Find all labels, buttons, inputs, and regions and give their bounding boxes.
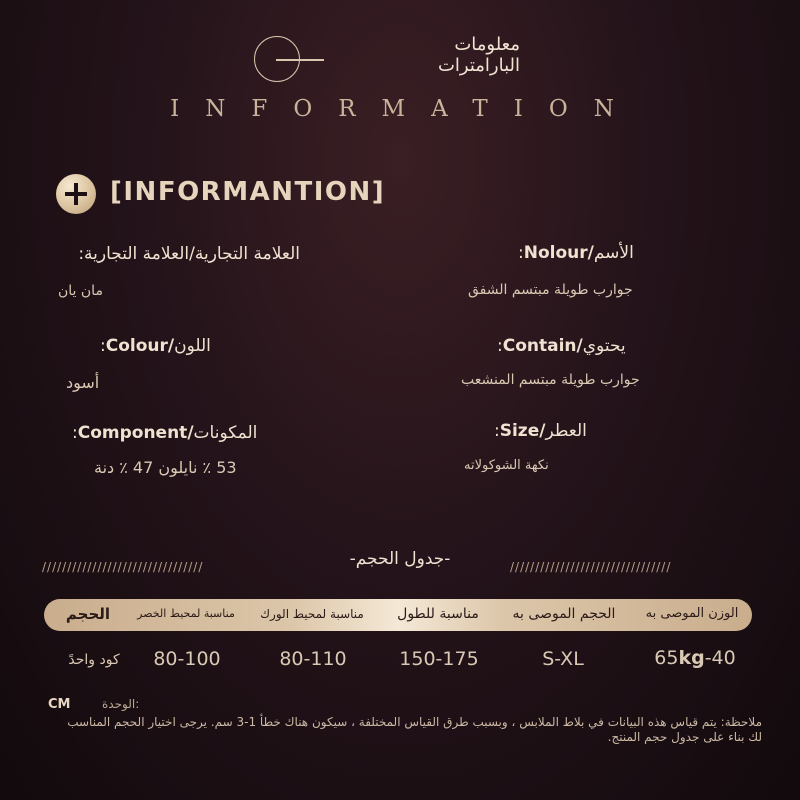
- decorative-slashes-left: ////////////////////////////////: [42, 560, 204, 574]
- cell-recommended-size: S-XL: [542, 648, 584, 670]
- name-label: [518, 243, 634, 263]
- contain-label-en: Contain/: [502, 336, 583, 356]
- header-waist: مناسبة لمحيط الخصر: [137, 607, 235, 620]
- page-title-line2: البارامترات: [437, 55, 520, 76]
- colour-label-ar: اللون: [174, 336, 211, 356]
- unit-label: الوحدة:: [102, 697, 140, 711]
- plus-circle-icon: [56, 174, 96, 214]
- cell-hip: 80-110: [279, 648, 347, 670]
- component-label-en: Component/: [77, 423, 194, 443]
- contain-label: [497, 336, 626, 356]
- page-title-english: INFORMATION: [170, 96, 640, 122]
- page-title-line1: معلومات: [454, 34, 520, 55]
- page-title-arabic: [438, 34, 520, 76]
- contain-value: جوارب طويلة مبتسم المنشعب: [461, 372, 640, 388]
- colour-label: [100, 336, 211, 356]
- name-label-suffix: :: [518, 243, 524, 263]
- cell-weight-unit: kg: [678, 647, 705, 669]
- contain-label-ar: يحتوي: [582, 336, 626, 356]
- size-chart-title: -جدول الحجم-: [349, 549, 451, 569]
- size-chart-header: [44, 599, 752, 631]
- colour-label-suffix: :: [100, 336, 106, 356]
- header-hip: مناسبة لمحيط الورك: [260, 607, 364, 621]
- cell-weight-min: 65: [654, 647, 679, 669]
- size-label-ar: العطر: [545, 421, 587, 441]
- unit-value: CM: [48, 697, 71, 712]
- component-label-suffix: :: [72, 423, 78, 443]
- decorative-slashes-right: ////////////////////////////////: [510, 560, 672, 574]
- logo-line: [276, 59, 324, 61]
- size-label-en: Size/: [499, 421, 546, 441]
- component-value: 53 ٪ نايلون 47 ٪ دنة: [94, 458, 237, 477]
- cell-weight: [636, 647, 754, 677]
- colour-label-en: Colour/: [105, 336, 175, 356]
- cell-size: كود واحدً: [68, 652, 120, 668]
- name-label-ar: الأسم: [593, 243, 634, 263]
- header-recommended-size: الحجم الموصى به: [512, 606, 616, 622]
- contain-label-suffix: :: [497, 336, 503, 356]
- section-heading: [INFORMANTION]: [110, 177, 386, 207]
- brand-label: العلامة التجارية/العلامة التجارية:: [78, 244, 300, 264]
- measurement-note: ملاحظة: يتم قياس هذه البيانات في بلاط الملابس ، وبسبب طرق القياس المختلفة ، سيكون هناك خطأ 1-3 سم. يرجى اختيار الحجم المناسب لك بناء على جدول حجم المنتج.: [67, 715, 762, 744]
- cell-waist: 80-100: [153, 648, 221, 670]
- size-label-suffix: :: [494, 421, 500, 441]
- header-size: الحجم: [65, 605, 111, 623]
- cell-height: 150-175: [399, 648, 479, 670]
- cell-weight-max: -40: [704, 647, 736, 669]
- header-weight: الوزن الموصى به: [645, 606, 739, 621]
- size-value: نكهة الشوكولاته: [464, 458, 549, 473]
- brand-value: مان يان: [58, 283, 103, 299]
- header-height: مناسبة للطول: [397, 606, 479, 622]
- component-label: [72, 423, 257, 443]
- component-label-ar: المكونات: [193, 423, 258, 443]
- size-label: [494, 421, 587, 441]
- name-value: جوارب طويلة مبتسم الشفق: [468, 282, 633, 298]
- name-label-en: Nolour/: [523, 243, 594, 263]
- colour-value: أسود: [66, 373, 100, 392]
